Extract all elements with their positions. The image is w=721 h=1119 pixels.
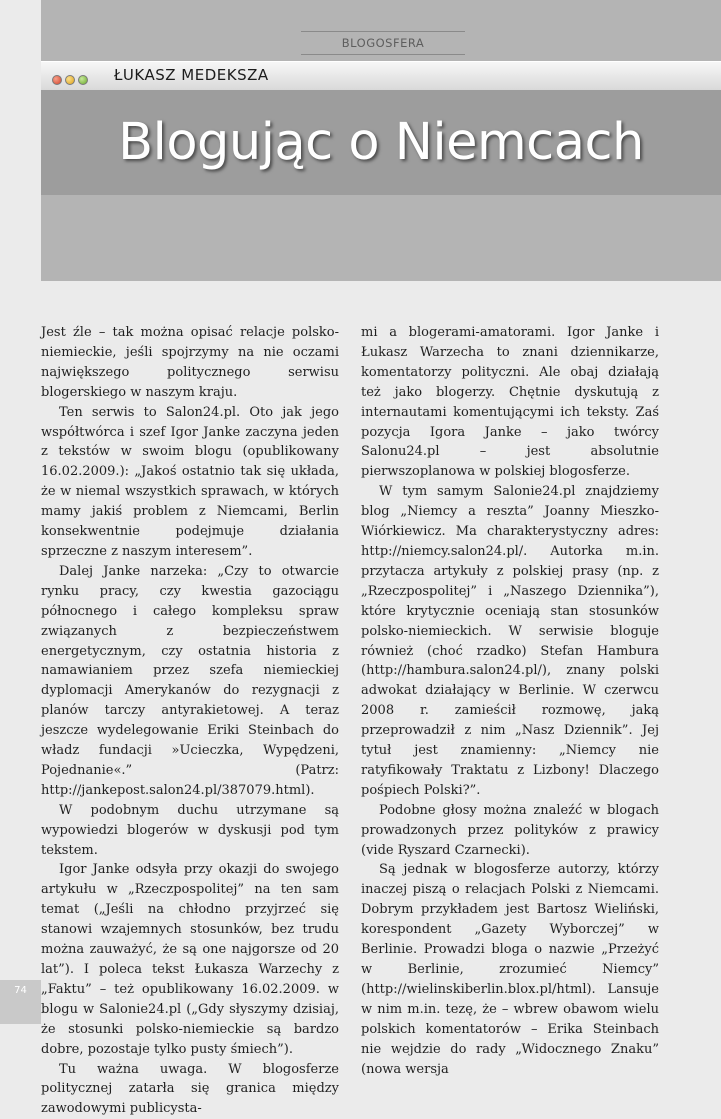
author-bar [41,61,721,91]
section-label: BLOGOSFERA [301,31,465,55]
paragraph: mi a blogerami-amatorami. Igor Janke i Łukasz Warzecha to znani dziennikarze, komentatorzy polityczni. Ale obaj działają też jako blogerzy. Chętnie dyskutują z internautami komentującymi ich teksty. Zaś pozycja Igora Janke – jako twórcy Salonu24.pl – jest absolutnie pierwszoplanowa w polskiej blogosferze. [361,325,659,480]
page-number: 74 [0,980,41,1024]
paragraph: Są jednak w blogosferze autorzy, którzy inaczej piszą o relacjach Polski z Niemcami. Dobrym przykładem jest Bartosz Wieliński, korespondent „Gazety Wyborczej” w Berlinie. Prowadzi bloga o nazwie „Przeżyć w Berlinie, zrozumieć Niemcy” (http://wielinskiberlin.blox.pl/html). Lansuje w nim m.in. tezę, że – wbrew obawom wielu polskich komentatorów – Erika Steinbach nie wejdzie do rady „Widocznego Znaku” (nowa wersja [361,862,659,1077]
text-column-left [41,323,339,1119]
author-name: ŁUKASZ MEDEKSZA [114,66,269,84]
paragraph: Podobne głosy można znaleźć w blogach prowadzonych przez polityków z prawicy (vide Ryszard Czarnecki). [361,802,659,858]
paragraph: Igor Janke odsyła przy okazji do swojego artykułu w „Rzeczpospolitej” na ten sam temat („Jeśli na chłodno przyjrzeć się stanowi wzajemnych stosunków, bez trudu można zauważyć, że są one najgorsze od 20 lat”). I poleca tekst Łukasza Warzechy z „Faktu” – też opublikowany 16.02.2009. w blogu w Salonie24.pl („Gdy słyszymy dzisiaj, że stosunki polsko-niemieckie są bardzo dobre, pozostaje tylko pusty śmiech”). [41,862,339,1057]
title-band [41,90,721,195]
red-dot-icon [52,75,62,85]
paragraph: W podobnym duchu utrzymane są wypowiedzi blogerów w dyskusji pod tym tekstem. [41,802,339,858]
yellow-dot-icon [65,75,75,85]
text-column-right [361,323,659,1079]
window-dots [52,70,91,82]
paragraph: Dalej Janke narzeka: „Czy to otwarcie rynku pracy, czy kwestia gazociągu północnego i całego kompleksu spraw związanych z bezpieczeństwem energetycznym, czy ostatnia historia z namawianiem przez szefa niemieckiej dyplomacji Amerykanów do rezygnacji z planów tarczy antyrakietowej. A teraz jeszcze wydelegowanie Eriki Steinbach do władz fundacji »Ucieczka, Wypędzeni, Pojednanie«.” (Patrz: http://jankepost.salon24.pl/387079.html). [41,563,339,798]
green-dot-icon [78,75,88,85]
article-title: Blogując o Niemcach [118,113,644,172]
paragraph: W tym samym Salonie24.pl znajdziemy blog „Niemcy a reszta” Joanny Mieszko-Wiórkiewicz. Ma charakterystyczny adres: http://niemcy.salon24.pl/. Autorka m.in. przytacza artykuły z polskiej prasy (np. z „Rzeczpospolitej” i „Naszego Dziennika”), które krytycznie oceniają stan stosunków polsko-niemieckich. W serwisie bloguje również (choć rzadko) Stefan Hambura (http://hambura.salon24.pl/), znany polski adwokat działający w Berlinie. W czerwcu 2008 r. zamieścił rozmowę, jaką przeprowadził z nim „Nasz Dziennik”. Jej tytuł jest znamienny: „Niemcy nie ratyfikowały Traktatu z Lizbony! Dlaczego pośpiech Polski?”. [361,484,659,798]
paragraph: Tu ważna uwaga. W blogosferze politycznej zatarła się granica między zawodowymi publicysta- [41,1061,339,1117]
paragraph: Jest źle – tak można opisać relacje polsko-niemieckie, jeśli spojrzymy na nie oczami największego politycznego serwisu blogerskiego w naszym kraju. [41,325,339,400]
paragraph: Ten serwis to Salon24.pl. Oto jak jego współtwórca i szef Igor Janke zaczyna jeden z tekstów w swoim blogu (opublikowany 16.02.2009.): „Jakoś ostatnio tak się układa, że w niemal wszystkich sprawach, w których mamy jakiś problem z Niemcami, Berlin konsekwentnie podejmuje działania sprzeczne z naszym interesem”. [41,404,339,559]
left-margin-strip [0,0,41,1024]
